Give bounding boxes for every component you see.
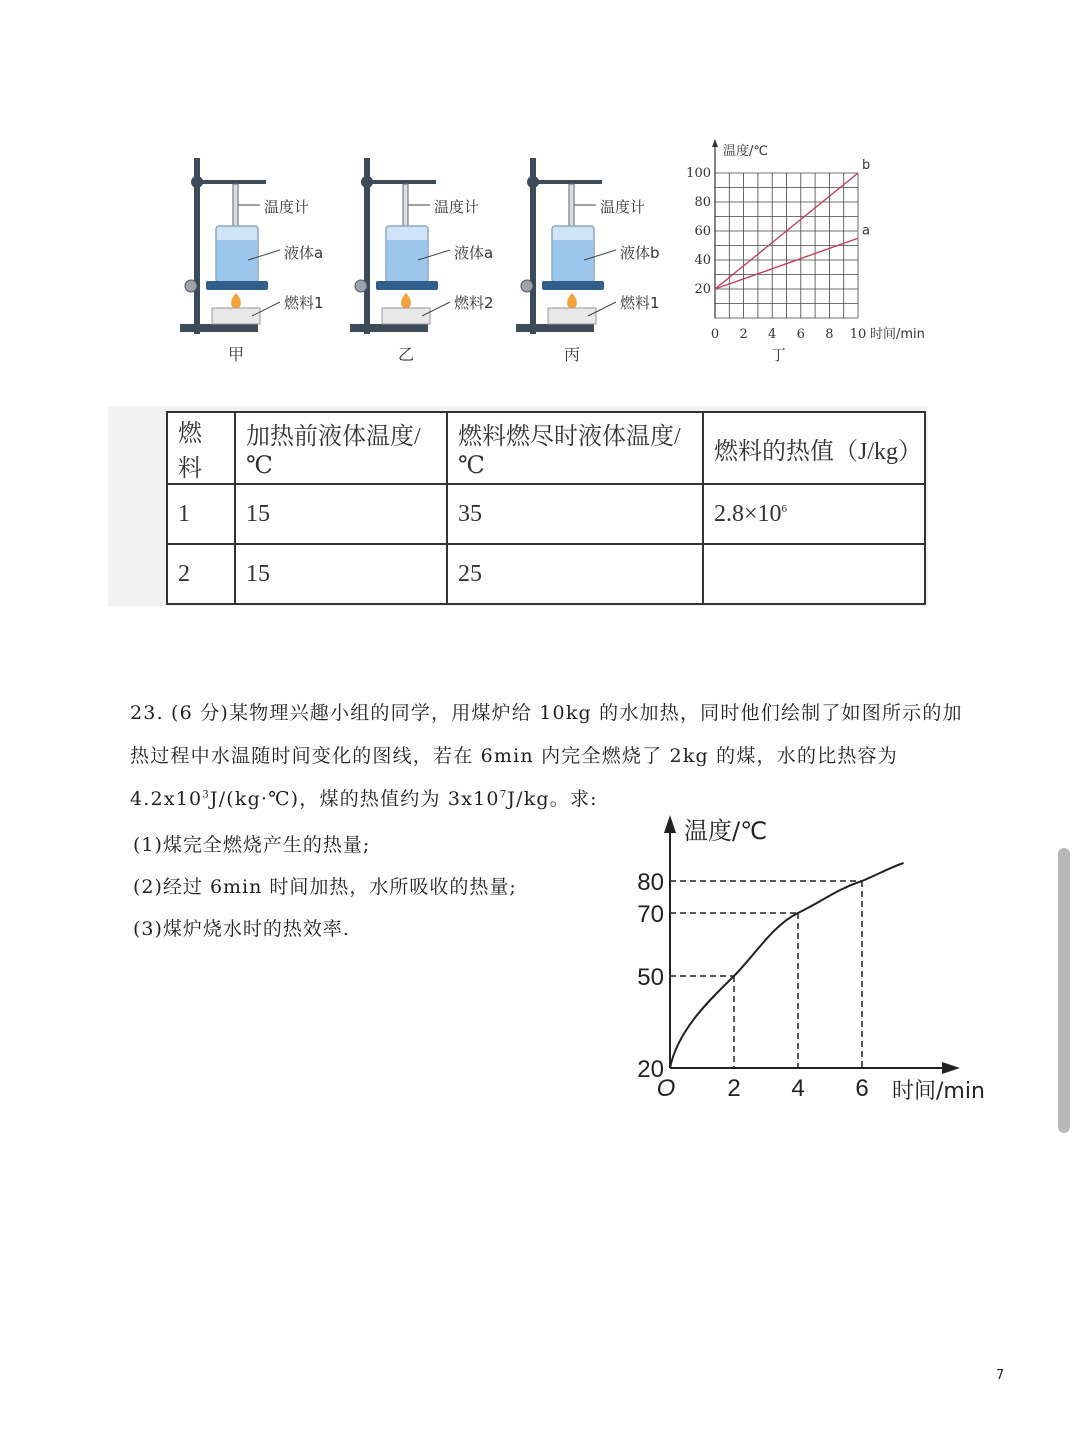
- y-axis-arrow: [712, 139, 718, 147]
- x-tick-label: 8: [825, 327, 834, 342]
- table-row: [167, 484, 925, 544]
- thermometer-label: 温度计: [600, 198, 646, 216]
- x-tick-label: 4: [768, 327, 777, 342]
- thermometer-label: 温度计: [264, 198, 310, 216]
- sub-question-3: (3)煤炉烧水时的热效率.: [133, 918, 350, 940]
- x-tick-label: 0: [710, 327, 720, 342]
- gauze-plate: [542, 281, 604, 290]
- x-axis-arrow: [942, 1062, 960, 1074]
- scrollbar-thumb[interactable]: [1058, 848, 1070, 1133]
- clamp-arm: [192, 180, 266, 184]
- figure-caption: 甲: [228, 345, 245, 364]
- y-tick-label: 60: [694, 224, 711, 239]
- liquid: [217, 240, 257, 281]
- heat-value-exponent: 6: [781, 502, 788, 515]
- liquid: [553, 240, 593, 281]
- coal-heat-exponent: 7: [499, 789, 508, 801]
- gauze-plate: [206, 281, 268, 290]
- table-cell: 1: [167, 484, 235, 544]
- y-tick-label: 50: [637, 964, 664, 991]
- flame-icon: [231, 293, 241, 309]
- table-cell: 15: [235, 544, 447, 604]
- liquid-label: 液体a: [454, 244, 494, 262]
- x-tick-label: 2: [727, 1075, 741, 1102]
- question-ending: J/kg。求:: [507, 788, 598, 810]
- sub-question-2: (2)经过 6min 时间加热，水所吸收的热量;: [133, 876, 517, 898]
- sub-question-1: (1)煤完全燃烧产生的热量;: [133, 834, 371, 856]
- y-axis-label: 温度/℃: [723, 144, 768, 159]
- clamp-knob: [361, 176, 373, 188]
- flame-icon: [567, 293, 577, 309]
- y-tick-label: 70: [637, 901, 664, 928]
- table-header-cell: 燃料: [167, 412, 235, 484]
- y-tick-label: 80: [694, 195, 711, 210]
- liquid: [387, 240, 427, 281]
- fuel-label: 燃料1: [284, 294, 324, 312]
- table-cell: 35: [447, 484, 703, 544]
- table-cell: 25: [447, 544, 703, 604]
- table-header-cell: 燃料的热值（J/kg）: [703, 412, 925, 484]
- flame-icon: [401, 293, 411, 309]
- y-tick-label: 40: [694, 253, 711, 268]
- table-header-cell: 加热前液体温度/℃: [235, 412, 447, 484]
- specific-heat-exponent: 3: [202, 789, 210, 801]
- heat-value-text: J/(kg·℃)，煤的热值约为 3x10: [209, 788, 500, 810]
- series-label-a: a: [862, 223, 870, 239]
- fuel-data-table: [166, 411, 926, 605]
- graph-ding: [680, 135, 980, 370]
- x-axis-label: 时间/min: [892, 1079, 985, 1104]
- origin-label: O: [656, 1075, 676, 1102]
- table-cell: 15: [235, 484, 447, 544]
- y-tick-label: 100: [686, 166, 711, 181]
- gauze-plate: [376, 281, 438, 290]
- liquid-label: 液体a: [284, 244, 324, 262]
- question-line-1: 23. (6 分)某物理兴趣小组的同学，用煤炉给 10kg 的水加热，同时他们绘制了如图所示的加: [130, 702, 963, 724]
- x-tick-label: 6: [796, 327, 805, 342]
- table-header-row: [167, 412, 925, 484]
- temperature-curve: [670, 863, 904, 1068]
- table-row: [167, 544, 925, 604]
- clamp-knob: [191, 176, 203, 188]
- y-axis-arrow: [664, 815, 676, 833]
- y-tick-label: 80: [637, 869, 664, 896]
- fuel-label: 燃料2: [454, 294, 494, 312]
- question-line-2: 热过程中水温随时间变化的图线，若在 6min 内完全燃烧了 2kg 的煤，水的比热容为: [130, 745, 898, 767]
- thermometer-label: 温度计: [434, 198, 480, 216]
- table-cell: [703, 544, 925, 604]
- ring-clamp: [355, 280, 367, 292]
- stand-base: [350, 324, 428, 332]
- clamp-arm: [362, 180, 436, 184]
- x-tick-label: 6: [855, 1075, 869, 1102]
- stand-base: [180, 324, 258, 332]
- table-cell: [703, 484, 925, 544]
- y-axis-label: 温度/℃: [684, 817, 768, 845]
- x-tick-label: 2: [739, 327, 748, 342]
- graph-q23: [620, 805, 1020, 1115]
- fuel-label: 燃料1: [620, 294, 660, 312]
- clamp-arm: [528, 180, 602, 184]
- ring-clamp: [185, 280, 197, 292]
- y-tick-label: 20: [694, 282, 711, 297]
- y-tick-label: 20: [637, 1056, 664, 1083]
- clamp-knob: [527, 176, 539, 188]
- x-tick-label: 10: [849, 327, 867, 342]
- question-line-3: [130, 788, 598, 811]
- figure-caption: 丙: [564, 345, 581, 364]
- page-number: 7: [996, 1368, 1005, 1383]
- heat-value-base: 2.8×10: [714, 500, 782, 527]
- x-tick-label: 4: [791, 1075, 805, 1102]
- figure-caption: 乙: [398, 345, 415, 364]
- graph-caption: 丁: [770, 346, 786, 364]
- table-header-cell: 燃料燃尽时液体温度/℃: [447, 412, 703, 484]
- table-cell: 2: [167, 544, 235, 604]
- series-label-b: b: [862, 158, 871, 173]
- liquid-label: 液体b: [620, 244, 660, 262]
- ring-clamp: [521, 280, 533, 292]
- x-axis-label: 时间/min: [870, 327, 925, 342]
- stand-base: [516, 324, 594, 332]
- specific-heat-base: 4.2x10: [130, 788, 203, 810]
